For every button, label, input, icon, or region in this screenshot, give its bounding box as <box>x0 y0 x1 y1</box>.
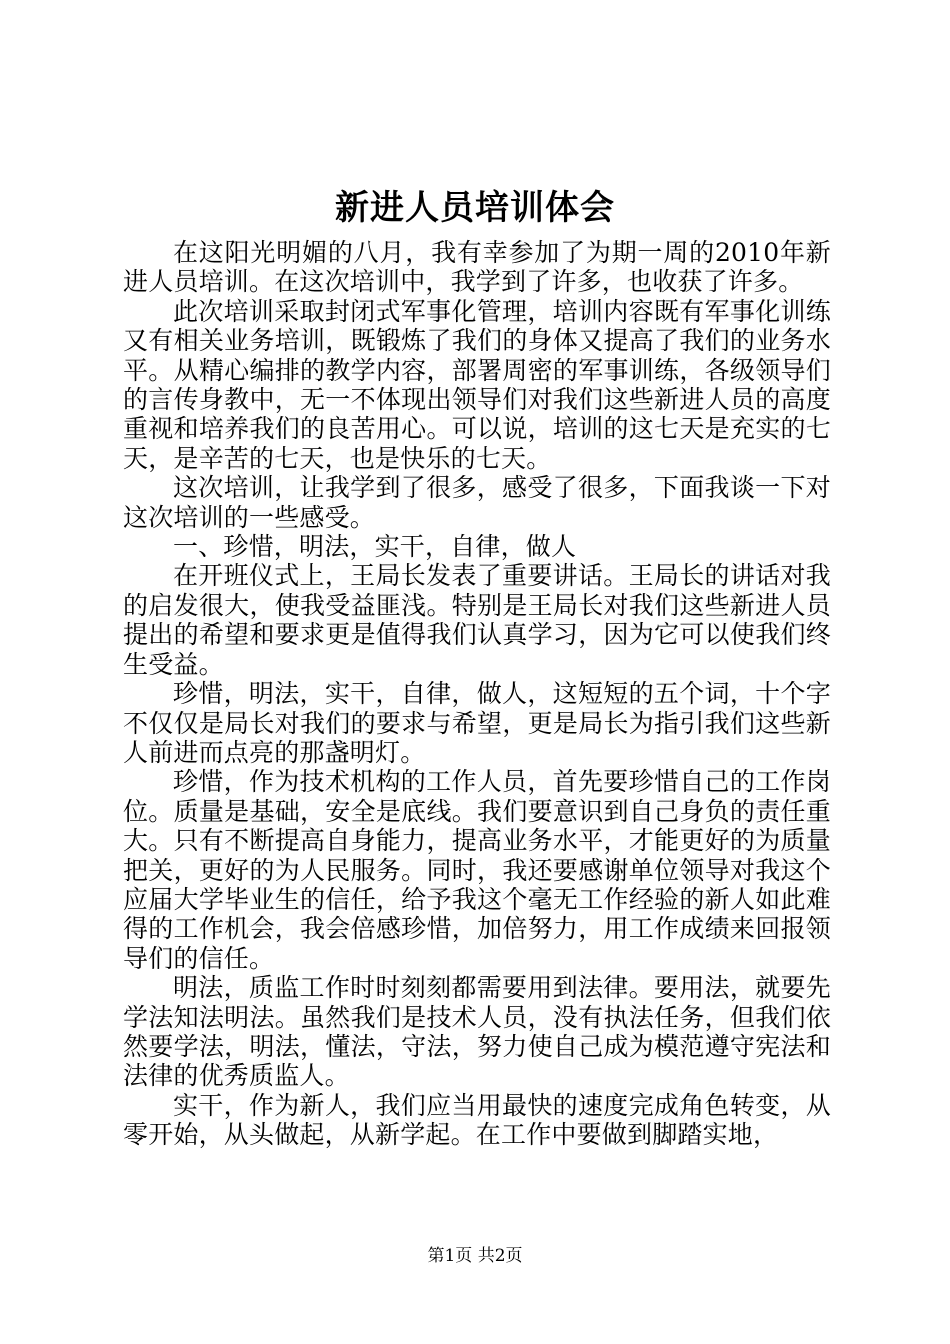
section-heading-one: 一、珍惜，明法，实干，自律，做人 <box>173 532 577 562</box>
page-number-footer: 第1页 共2页 <box>427 1246 523 1266</box>
paragraph-five-words: 珍惜，明法，实干，自律，做人，这短短的五个词，十个字不仅仅是局长对我们的要求与希望，更是局长为指引我们这些新人前进而点亮的那盏明灯。 <box>123 679 831 767</box>
document-body <box>123 238 831 1150</box>
document-title: 新进人员培训体会 <box>335 188 615 228</box>
paragraph-hard-work: 实干，作为新人，我们应当用最快的速度完成角色转变，从零开始，从头做起，从新学起。在工作中要做到脚踏实地， <box>123 1090 831 1150</box>
paragraph-training-format: 此次培训采取封闭式军事化管理，培训内容既有军事化训练又有相关业务培训，既锻炼了我们的身体又提高了我们的业务水平。从精心编排的教学内容，部署周密的军事训练，各级领导们的言传身教中，无一不体现出领导们对我们这些新进人员的高度重视和培养我们的良苦用心。可以说，培训的这七天是充实的七天，是辛苦的七天，也是快乐的七天。 <box>123 296 831 473</box>
paragraph-law: 明法，质监工作时时刻刻都需要用到法律。要用法，就要先学法知法明法。虽然我们是技术人员，没有执法任务，但我们依然要学法，明法，懂法，守法，努力使自己成为模范遵守宪法和法律的优秀质监人。 <box>123 973 831 1091</box>
paragraph-opening-ceremony: 在开班仪式上，王局长发表了重要讲话。王局长的讲话对我的启发很大，使我受益匪浅。特别是王局长对我们这些新进人员提出的希望和要求更是值得我们认真学习，因为它可以使我们终生受益。 <box>123 561 831 679</box>
paragraph-cherish: 珍惜，作为技术机构的工作人员，首先要珍惜自己的工作岗位。质量是基础，安全是底线。我们要意识到自己身负的责任重大。只有不断提高自身能力，提高业务水平，才能更好的为质量把关，更好的为人民服务。同时，我还要感谢单位领导对我这个应届大学毕业生的信任，给予我这个毫无工作经验的新人如此难得的工作机会，我会倍感珍惜，加倍努力，用工作成绩来回报领导们的信任。 <box>123 767 831 973</box>
paragraph-intro: 在这阳光明媚的八月，我有幸参加了为期一周的2010年新进人员培训。在这次培训中，我学到了许多，也收获了许多。 <box>123 238 831 297</box>
paragraph-feelings-intro: 这次培训，让我学到了很多，感受了很多，下面我谈一下对这次培训的一些感受。 <box>123 473 831 532</box>
